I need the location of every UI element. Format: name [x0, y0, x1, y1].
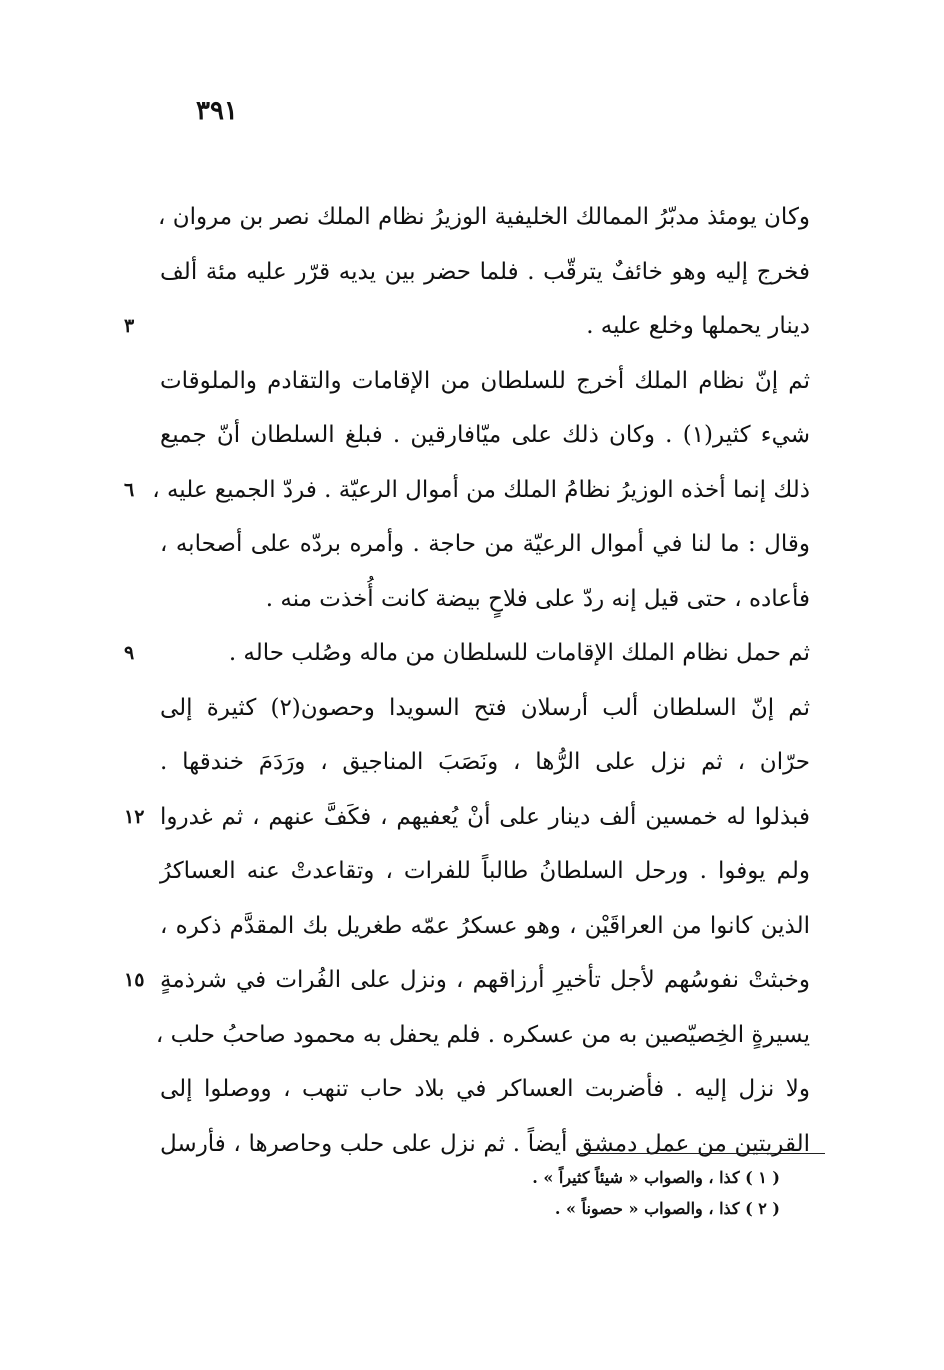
- text-line: [124, 790, 810, 845]
- footnote-divider: [580, 1153, 825, 1154]
- line-text: شيء كثير(١) . وكان ذلك على ميّافارقين . فبلغ السلطان أنّ جميع: [160, 422, 811, 448]
- text-line: [124, 953, 810, 1008]
- page-number: ٣٩١: [196, 96, 238, 126]
- text-line: [160, 844, 810, 899]
- line-text: ثم إنّ نظام الملك أخرج للسلطان من الإقامات والتقادم والملوقات: [160, 367, 810, 394]
- text-line: [160, 681, 810, 736]
- text-line: [160, 245, 810, 300]
- line-text: وقال : ما لنا في أموال الرعيّة من حاجة . وأمره بردّه على أصحابه ،: [160, 531, 810, 557]
- text-line: [160, 1062, 810, 1117]
- line-text: وكان يومئذ مدبّرُ الممالك الخليفية الوزيرُ نظام الملك نصر بن مروان ،: [157, 204, 810, 230]
- text-line: [160, 408, 810, 463]
- body-text: [124, 190, 811, 1171]
- line-number-marker: ١٢: [124, 805, 145, 828]
- text-line: [124, 299, 810, 354]
- line-number-marker: ٣: [124, 315, 135, 337]
- text-line: [160, 899, 810, 954]
- line-text: ولا نزل إليه . فأضربت العساكر في بلاد حاب تنهب ، ووصلوا إلى: [160, 1076, 810, 1102]
- line-text: ولم يوفوا . ورحل السلطانُ طالباً للفرات ، وتقاعدتْ عنه العساكرُ: [160, 858, 810, 884]
- line-text: الذين كانوا من العراقَيْن ، وهو عسكرُ عمّه طغريل بك المقدَّم ذكره ،: [160, 912, 810, 939]
- line-text: وخبثتْ نفوسُهم لأجل تأخيرِ أرزاقهم ، ونزل على الفُرات في شرذمةٍ: [160, 967, 810, 993]
- text-line: [160, 354, 810, 409]
- line-text: فبذلوا له خمسين ألف دينار على أنْ يُعفيهم ، فكَفَّ عنهم ، ثم غدروا: [160, 803, 810, 830]
- footnote: ( ٢ ) كذا ، والصواب « حصوناً » .: [554, 1199, 780, 1218]
- text-line: [160, 572, 810, 627]
- line-text: ذلك إنما أخذه الوزيرُ نظامُ الملك من أموال الرعيّة . فردّ الجميع عليه ،: [152, 476, 810, 503]
- text-line: [160, 735, 810, 790]
- line-text: يسيرةٍ الخِصيّصين به من عسكره . فلم يحفل به محمود صاحبُ حلب ،: [155, 1021, 810, 1048]
- line-text: ثم حمل نظام الملك الإقامات للسلطان من ماله وصُلب حاله .: [228, 640, 810, 666]
- text-line: [160, 517, 810, 572]
- line-number-marker: ١٥: [124, 969, 145, 991]
- text-line: [155, 1008, 810, 1063]
- text-line: [157, 190, 810, 245]
- text-line: [124, 626, 810, 681]
- line-text: دينار يحملها وخلع عليه .: [586, 313, 810, 339]
- line-text: ثم إنّ السلطان ألب أرسلان فتح السويدا وحصون(٢) كثيرة إلى: [160, 694, 810, 721]
- footnotes: [440, 1162, 780, 1224]
- line-number-marker: ٦: [124, 478, 135, 501]
- text-line: [124, 463, 810, 518]
- line-text: فأعاده ، حتى قيل إنه ردّ على فلاحٍ بيضة كانت أُخذت منه .: [265, 585, 810, 612]
- footnote: ( ١ ) كذا ، والصواب « شيئاً كثيراً » .: [532, 1168, 780, 1187]
- line-number-marker: ٩: [124, 642, 135, 664]
- line-text: القريتين من عمل دمشق أيضاً . ثم نزل على حلب وحاصرها ، فأرسل: [160, 1130, 810, 1157]
- line-text: فخرج إليه وهو خائفٌ يترقّب . فلما حضر بين يديه قرّر عليه مئة ألف: [160, 258, 810, 285]
- line-text: حرّان ، ثم نزل على الرُّها ، ونَصَبَ المناجيق ، ورَدَمَ خندقها .: [160, 749, 810, 775]
